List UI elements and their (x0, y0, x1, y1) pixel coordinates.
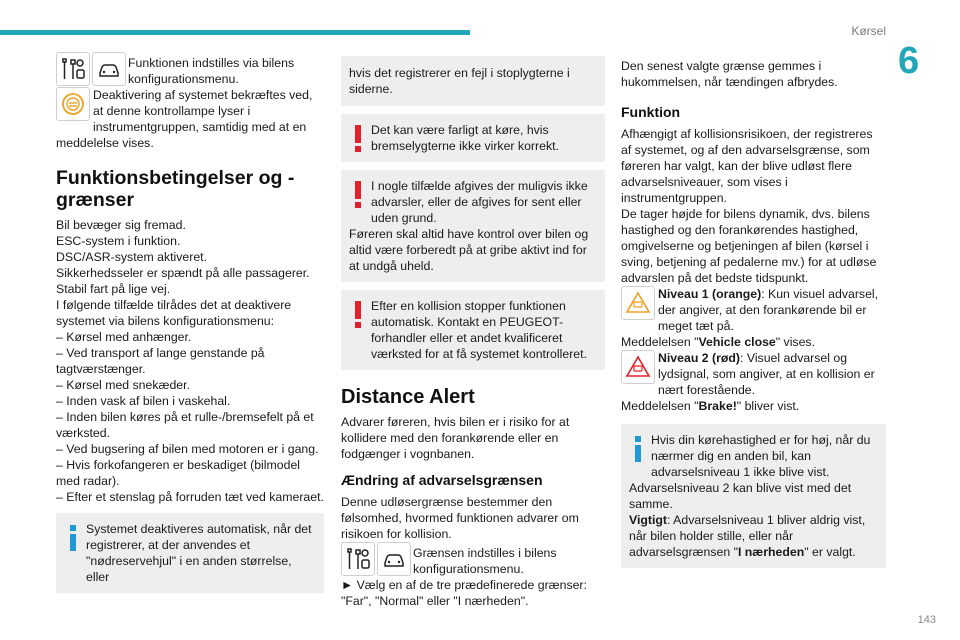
level1-orange-alert-icon (621, 286, 655, 320)
info-note-continued-text: hvis det registrerer en fejl i stoplygterne i siderne. (349, 66, 570, 96)
condition-line: ESC-system i funktion. (56, 234, 181, 248)
info-line-3: : Advarselsniveau 1 bliver aldrig vist, når bilen holder stille, eller når advarselsgrænsen " (629, 513, 866, 559)
function-heading: Funktion (621, 104, 681, 120)
top-accent-bar (0, 30, 470, 35)
info-bold-label: Vigtigt (629, 513, 668, 527)
info-icon (635, 436, 641, 462)
settings-car-icon (56, 52, 90, 86)
info-value: I nærheden (737, 545, 805, 559)
warning-icon (355, 301, 361, 328)
config-icon-row (56, 52, 324, 87)
msg2-value: Brake! (698, 399, 737, 413)
condition-line: – Efter et stenslag på forruden tæt ved kameraet. (56, 490, 324, 504)
threshold-icon-row (341, 542, 605, 577)
chapter-number: 6 (898, 40, 920, 82)
condition-line: – Ved bugsering af bilen med motoren er i gang. (56, 442, 319, 456)
level1-text: : Kun visuel advarsel, der angiver, at den forankørende bil er meget tæt på. (658, 287, 879, 333)
condition-line: I følgende tilfælde tilrådes det at deaktivere systemet via bilens konfigurationsmenu: (56, 298, 292, 328)
function-para-1: Afhængigt af kollisionsrisikoen, der registreres af systemet, og af den advarselsgrænse, som føreren har valgt, kan der blive udløst flere advarselsniveauer, som vises i instrumentgruppen. (621, 127, 873, 205)
conditions-list (56, 217, 324, 505)
info-line-1: Hvis din kørehastighed er for høj, når du nærmer dig en anden bil, kan advarselsniveau 1 ikke blive vist. (651, 433, 871, 479)
info-note-spare-wheel (56, 513, 324, 593)
info-note-continued (341, 56, 605, 106)
condition-line: DSC/ASR-system aktiveret. (56, 250, 208, 264)
page-number: 143 (917, 614, 936, 626)
level2-text: : Visuel advarsel og lydsignal, som angiver, at en kollision er nært forestående. (658, 351, 875, 397)
warning-note-brake-lights (341, 114, 605, 162)
warning-text: Efter en kollision stopper funktionen automatisk. Kontakt en PEUGEOT-forhandler eller et andet kvalificeret værksted for at få systemet kontrolleret. (371, 299, 587, 361)
threshold-step: ► Vælg en af de tre prædefinerede grænser: "Far", "Normal" eller "I nærheden". (341, 578, 587, 608)
warning-note-collision (341, 290, 605, 370)
condition-line: Stabil fart på lige vej. (56, 282, 171, 296)
conditions-heading: Funktionsbetingelser og -grænser (56, 167, 295, 211)
deactivation-text: Deaktivering af systemet bekræftes ved, at denne kontrollampe lyser i instrumentgruppen, samtidig med at en meddelelse vises. (56, 88, 313, 150)
msg1-suffix: " vises. (775, 335, 815, 349)
alert-off-warning-lamp-icon (56, 87, 90, 121)
column-2 (341, 52, 605, 609)
warning-text: Det kan være farligt at køre, hvis bremselygterne ikke virker korrekt. (371, 123, 559, 153)
condition-line: – Ved transport af lange genstande på tagtværstænger. (56, 346, 265, 376)
condition-line: Sikkerhedsseler er spændt på alle passagerer. (56, 266, 310, 280)
memory-text: Den senest valgte grænse gemmes i hukommelsen, når tændingen afbrydes. (621, 59, 838, 89)
condition-line: – Kørsel med anhænger. (56, 330, 192, 344)
msg1-prefix: Meddelelsen " (621, 335, 699, 349)
threshold-text: Denne udløsergrænse bestemmer den følsomhed, hvormed funktionen advarer om risikoen for kollision. (341, 495, 579, 541)
msg1-value: Vehicle close (698, 335, 776, 349)
level2-red-alert-icon (621, 350, 655, 384)
car-outline-icon (92, 52, 126, 86)
msg2-prefix: Meddelelsen " (621, 399, 699, 413)
warning-note-alerts (341, 170, 605, 282)
condition-line: Bil bevæger sig fremad. (56, 218, 186, 232)
condition-line: – Inden bilen køres på et rulle-/bremsefelt på et værksted. (56, 410, 314, 440)
distance-alert-intro: Advarer føreren, hvis bilen er i risiko for at kollidere med den forankørende eller en fodgænger i vognbanen. (341, 415, 570, 461)
info-note-speed (621, 424, 886, 568)
info-line-2: Advarselsniveau 2 kan blive vist med det samme. (629, 481, 852, 511)
warning-icon (355, 181, 361, 208)
column-1 (56, 52, 324, 601)
info-end: " er valgt. (804, 545, 856, 559)
car-outline-icon (377, 542, 411, 576)
warning-text: I nogle tilfælde afgives der muligvis ikke advarsler, eller de afgives for sent eller uden grund. (371, 179, 588, 225)
function-para-2: De tager højde for bilens dynamik, dvs. bilens hastighed og den forankørendes hastighed, omgivelserne og betjeningen af bilen (kørsel i sving, betjening af pedalerne mv.) for at udløse advarslen på det bedste tidspunkt. (621, 207, 877, 285)
level2-label: Niveau 2 (rød) (658, 351, 740, 365)
section-title: Kørsel (851, 24, 886, 38)
condition-line: – Hvis forkofangeren er beskadiget (bilmodel med radar). (56, 458, 301, 488)
condition-line: – Inden vask af bilen i vaskehal. (56, 394, 231, 408)
threshold-subheading: Ændring af advarselsgrænsen (341, 472, 543, 488)
distance-alert-heading: Distance Alert (341, 386, 475, 408)
info-note-text: Systemet deaktiveres automatisk, når det registrerer, at der anvendes et "nødreservehjul" i en anden størrelse, eller (86, 522, 312, 584)
msg2-suffix: " bliver vist. (736, 399, 800, 413)
threshold-icon-text: Grænsen indstilles i bilens konfigurationsmenu. (413, 546, 557, 576)
warning-icon (355, 125, 361, 152)
level1-label: Niveau 1 (orange) (658, 287, 762, 301)
info-icon (70, 525, 76, 551)
config-icon-text: Funktionen indstilles via bilens konfigurationsmenu. (128, 56, 295, 86)
column-3 (621, 52, 886, 576)
warning-text-2: Føreren skal altid have kontrol over bilen og altid være forberedt på at gribe aktivt ind for at undgå uheld. (349, 227, 589, 273)
settings-car-icon (341, 542, 375, 576)
condition-line: – Kørsel med snekæder. (56, 378, 190, 392)
